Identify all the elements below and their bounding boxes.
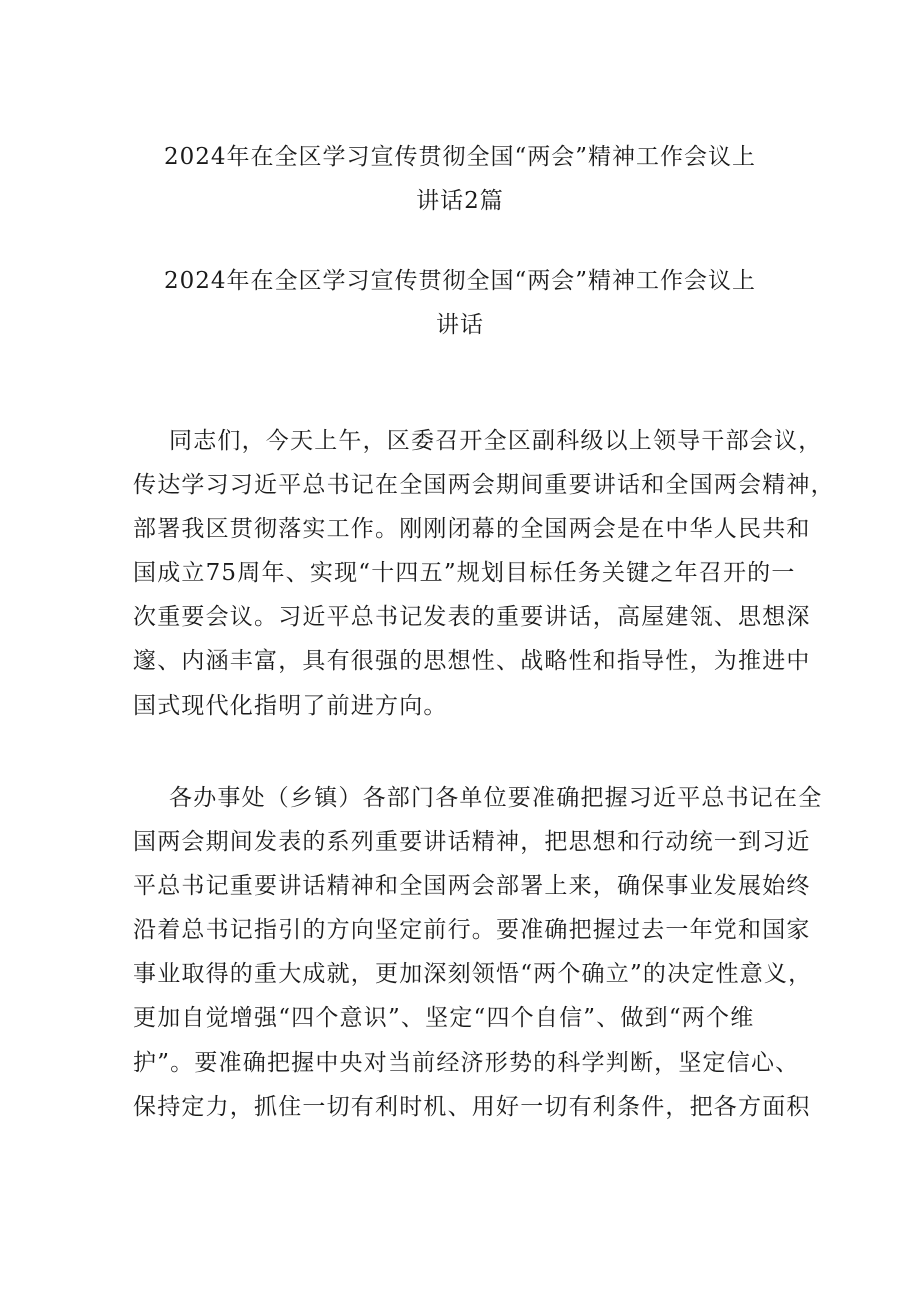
paragraph-line: 次重要会议。习近平总书记发表的重要讲话，高屋建瓴、思想深 xyxy=(133,604,811,631)
sub-title-line-2: 讲话 xyxy=(436,312,484,338)
sub-title-line-1: 2024年在全区学习宣传贯彻全国“两会”精神工作会议上 xyxy=(163,268,757,294)
paragraph-line: 各办事处（乡镇）各部门各单位要准确把握习近平总书记在全 xyxy=(169,785,823,811)
paragraph-line: 平总书记重要讲话精神和全国两会部署上来，确保事业发展始终 xyxy=(133,873,811,900)
paragraph-line: 国两会期间发表的系列重要讲话精神，把思想和行动统一到习近 xyxy=(133,829,811,856)
main-title-line-2: 讲话2篇 xyxy=(416,188,504,214)
paragraph-line: 事业取得的重大成就，更加深刻领悟“两个确立”的决定性意义， xyxy=(133,961,813,988)
paragraph-line: 部署我区贯彻落实工作。刚刚闭幕的全国两会是在中华人民共和 xyxy=(133,516,811,543)
paragraph-line: 国式现代化指明了前进方向。 xyxy=(133,692,448,719)
paragraph-line: 护”。要准确把握中央对当前经济形势的科学判断，坚定信心、 xyxy=(133,1049,800,1076)
paragraph-1 xyxy=(133,419,835,728)
main-title-line-1: 2024年在全区学习宣传贯彻全国“两会”精神工作会议上 xyxy=(163,144,757,170)
paragraph-line: 更加自觉增强“四个意识”、坚定“四个自信”、做到“两个维 xyxy=(133,1005,755,1032)
paragraph-line: 沿着总书记指引的方向坚定前行。要准确把握过去一年党和国家 xyxy=(133,917,811,944)
sub-title xyxy=(120,259,800,347)
main-title xyxy=(120,135,800,223)
paragraph-line: 传达学习习近平总书记在全国两会期间重要讲话和全国两会精神， xyxy=(133,472,835,499)
paragraph-line: 国成立75周年、实现“十四五”规划目标任务关键之年召开的一 xyxy=(133,560,796,587)
paragraph-line: 邃、内涵丰富，具有很强的思想性、战略性和指导性，为推进中 xyxy=(133,648,811,675)
paragraph-line: 同志们，今天上午，区委召开全区副科级以上领导干部会议， xyxy=(169,428,823,454)
paragraph-line: 保持定力，抓住一切有利时机、用好一切有利条件，把各方面积 xyxy=(133,1093,811,1120)
paragraph-2 xyxy=(133,776,823,1129)
